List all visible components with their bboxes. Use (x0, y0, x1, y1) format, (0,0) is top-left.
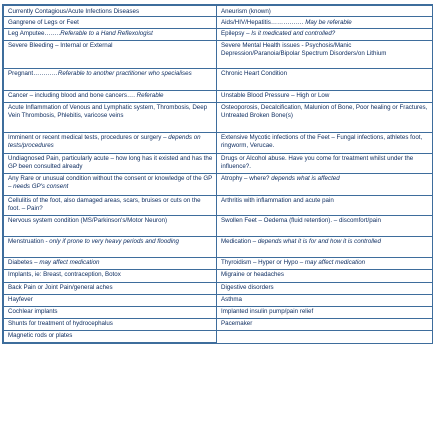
table-row (4, 17, 433, 28)
right-condition-cell (217, 306, 433, 318)
condition-text: Cochlear implants (8, 308, 58, 316)
right-condition-cell (217, 257, 433, 269)
condition-text: Unstable Blood Pressure – High or Low (221, 92, 330, 100)
condition-text: Atrophy – where? (221, 175, 272, 183)
table-row (4, 90, 433, 102)
right-condition-cell (217, 282, 433, 294)
right-condition-cell (217, 6, 433, 17)
right-condition-cell (217, 236, 433, 257)
condition-text: Cellulitis of the foot, also damaged areas, scars, bruises or cuts on the foot. – Pain? (8, 197, 201, 212)
left-condition-cell (4, 68, 217, 90)
condition-text: Shunts for treatment of hydrocephalus (8, 320, 113, 328)
table-row (4, 330, 433, 342)
table-row (4, 318, 433, 330)
left-condition-cell (4, 17, 217, 28)
condition-text: Pacemaker (221, 320, 253, 328)
condition-text: Migraine or headaches (221, 271, 284, 279)
table-row (4, 269, 433, 282)
table-row (4, 236, 433, 257)
condition-text: Diabetes – (8, 259, 40, 267)
left-condition-cell (4, 90, 217, 102)
left-condition-cell (4, 153, 217, 173)
table-row (4, 282, 433, 294)
condition-text: Medication – (221, 238, 258, 246)
condition-note: only if prone to very heavy periods and flooding (49, 238, 179, 246)
table-row (4, 153, 433, 173)
right-condition-cell (217, 17, 433, 28)
left-condition-cell (4, 215, 217, 236)
condition-note: may affect medication (304, 259, 366, 267)
right-condition-cell (217, 153, 433, 173)
left-condition-cell (4, 330, 217, 342)
table-row (4, 257, 433, 269)
table-row (4, 40, 433, 68)
right-condition-cell (217, 68, 433, 90)
condition-note: Is it medicated and controlled? (251, 30, 336, 38)
condition-text: Severe Mental Health issues - Psychosis/Manic Depression/Paranoia/Bipolar Spectrum Disorders/on Lithium (221, 42, 387, 57)
condition-note: Referable to another practitioner who specialises (57, 70, 192, 78)
condition-text: Swollen Feet – Oedema (fluid retention). – discomfort/pain (221, 217, 381, 225)
condition-text: Leg Amputee…….. (8, 30, 61, 38)
table-row (4, 28, 433, 40)
right-condition-cell (217, 132, 433, 153)
condition-text: Menstruation - (8, 238, 50, 246)
condition-text: Pregnant………… (8, 70, 58, 78)
left-condition-cell (4, 195, 217, 215)
condition-text: Digestive disorders (221, 284, 274, 292)
left-condition-cell (4, 6, 217, 17)
table-row (4, 294, 433, 306)
condition-note: may affect medication (39, 259, 100, 267)
condition-text: Implants, ie: Breast, contraception, Botox (8, 271, 121, 279)
right-condition-cell (217, 215, 433, 236)
left-condition-cell (4, 40, 217, 68)
condition-text: Arthritis with inflammation and acute pain (221, 197, 334, 205)
left-condition-cell (4, 282, 217, 294)
right-condition-cell (217, 330, 433, 342)
right-condition-cell (217, 173, 433, 195)
table-row (4, 102, 433, 132)
condition-text: Acute Inflammation of Venous and Lymphatic system, Thrombosis, Deep Vein Thrombosis, Phlebitis, varicose veins (8, 104, 208, 119)
table-row (4, 6, 433, 17)
table-row (4, 306, 433, 318)
right-condition-cell (217, 294, 433, 306)
condition-note: Referable (136, 92, 164, 100)
table-row (4, 215, 433, 236)
condition-text: Thyroidism – Hyper or Hypo – (221, 259, 305, 267)
condition-note: needs GP's consent (13, 182, 69, 190)
left-condition-cell (4, 318, 217, 330)
condition-note: depends what is affected (271, 175, 340, 183)
condition-text: Cancer – including blood and bone cancers…. (8, 92, 137, 100)
condition-text: Back Pain or Joint Pain/general aches (8, 284, 113, 292)
condition-text: Nervous system condition (MS/Parkinson's/Motor Neuron) (8, 217, 168, 225)
condition-text: Imminent or recent medical tests, procedures or surgery – (8, 134, 169, 142)
table-row (4, 68, 433, 90)
condition-note: May be referable (305, 18, 352, 26)
left-condition-cell (4, 269, 217, 282)
condition-text: Severe Bleeding – Internal or External (8, 42, 113, 50)
right-condition-cell (217, 195, 433, 215)
left-condition-cell (4, 294, 217, 306)
condition-text: Gangrene of Legs or Feet (8, 18, 79, 26)
condition-text: Extensive Mycotic infections of the Feet – Fungal infections, athletes foot, ringworm, Verucae. (221, 134, 423, 149)
condition-text: Implanted insulin pump/pain relief (221, 308, 314, 316)
condition-note: depends on tests/procedures (8, 134, 201, 149)
condition-text: Undiagnosed Pain, particularly acute – how long has it existed and has the GP been consulted already (8, 155, 213, 170)
right-condition-cell (217, 90, 433, 102)
left-condition-cell (4, 173, 217, 195)
table-row (4, 173, 433, 195)
left-condition-cell (4, 257, 217, 269)
condition-note: Referable to a Hand Reflexologist (60, 30, 153, 38)
left-condition-cell (4, 236, 217, 257)
condition-text: Hayfever (8, 296, 33, 304)
contraindications-table (3, 5, 433, 343)
condition-note: depends what it is for and how it is controlled (257, 238, 381, 246)
left-condition-cell (4, 28, 217, 40)
condition-text: Aids/HIV/Hepatitis……………. (221, 18, 306, 26)
table-row (4, 195, 433, 215)
conditions-sheet (2, 4, 433, 344)
left-condition-cell (4, 306, 217, 318)
condition-text: Aneurism (known) (221, 7, 271, 15)
condition-text: Currently Contagious/Acute Infections Diseases (8, 7, 140, 15)
condition-text: Magnetic rods or plates (8, 332, 73, 340)
condition-text: Osteoporosis, Decalcification, Malunion of Bone, Poor healing or Fractures, Untreated Broken Bone(s) (221, 104, 428, 119)
table-body (4, 6, 433, 343)
right-condition-cell (217, 28, 433, 40)
right-condition-cell (217, 318, 433, 330)
condition-text: Epilepsy – (221, 30, 252, 38)
condition-text: Any Rare or unusual condition without the consent or knowledge of the GP – (8, 175, 213, 190)
right-condition-cell (217, 269, 433, 282)
right-condition-cell (217, 40, 433, 68)
condition-text: Drugs or Alcohol abuse. Have you come for treatment whilst under the influence?. (221, 155, 414, 170)
table-row (4, 132, 433, 153)
right-condition-cell (217, 102, 433, 132)
left-condition-cell (4, 132, 217, 153)
left-condition-cell (4, 102, 217, 132)
condition-text: Chronic Heart Condition (221, 70, 288, 78)
condition-text: Asthma (221, 296, 242, 304)
